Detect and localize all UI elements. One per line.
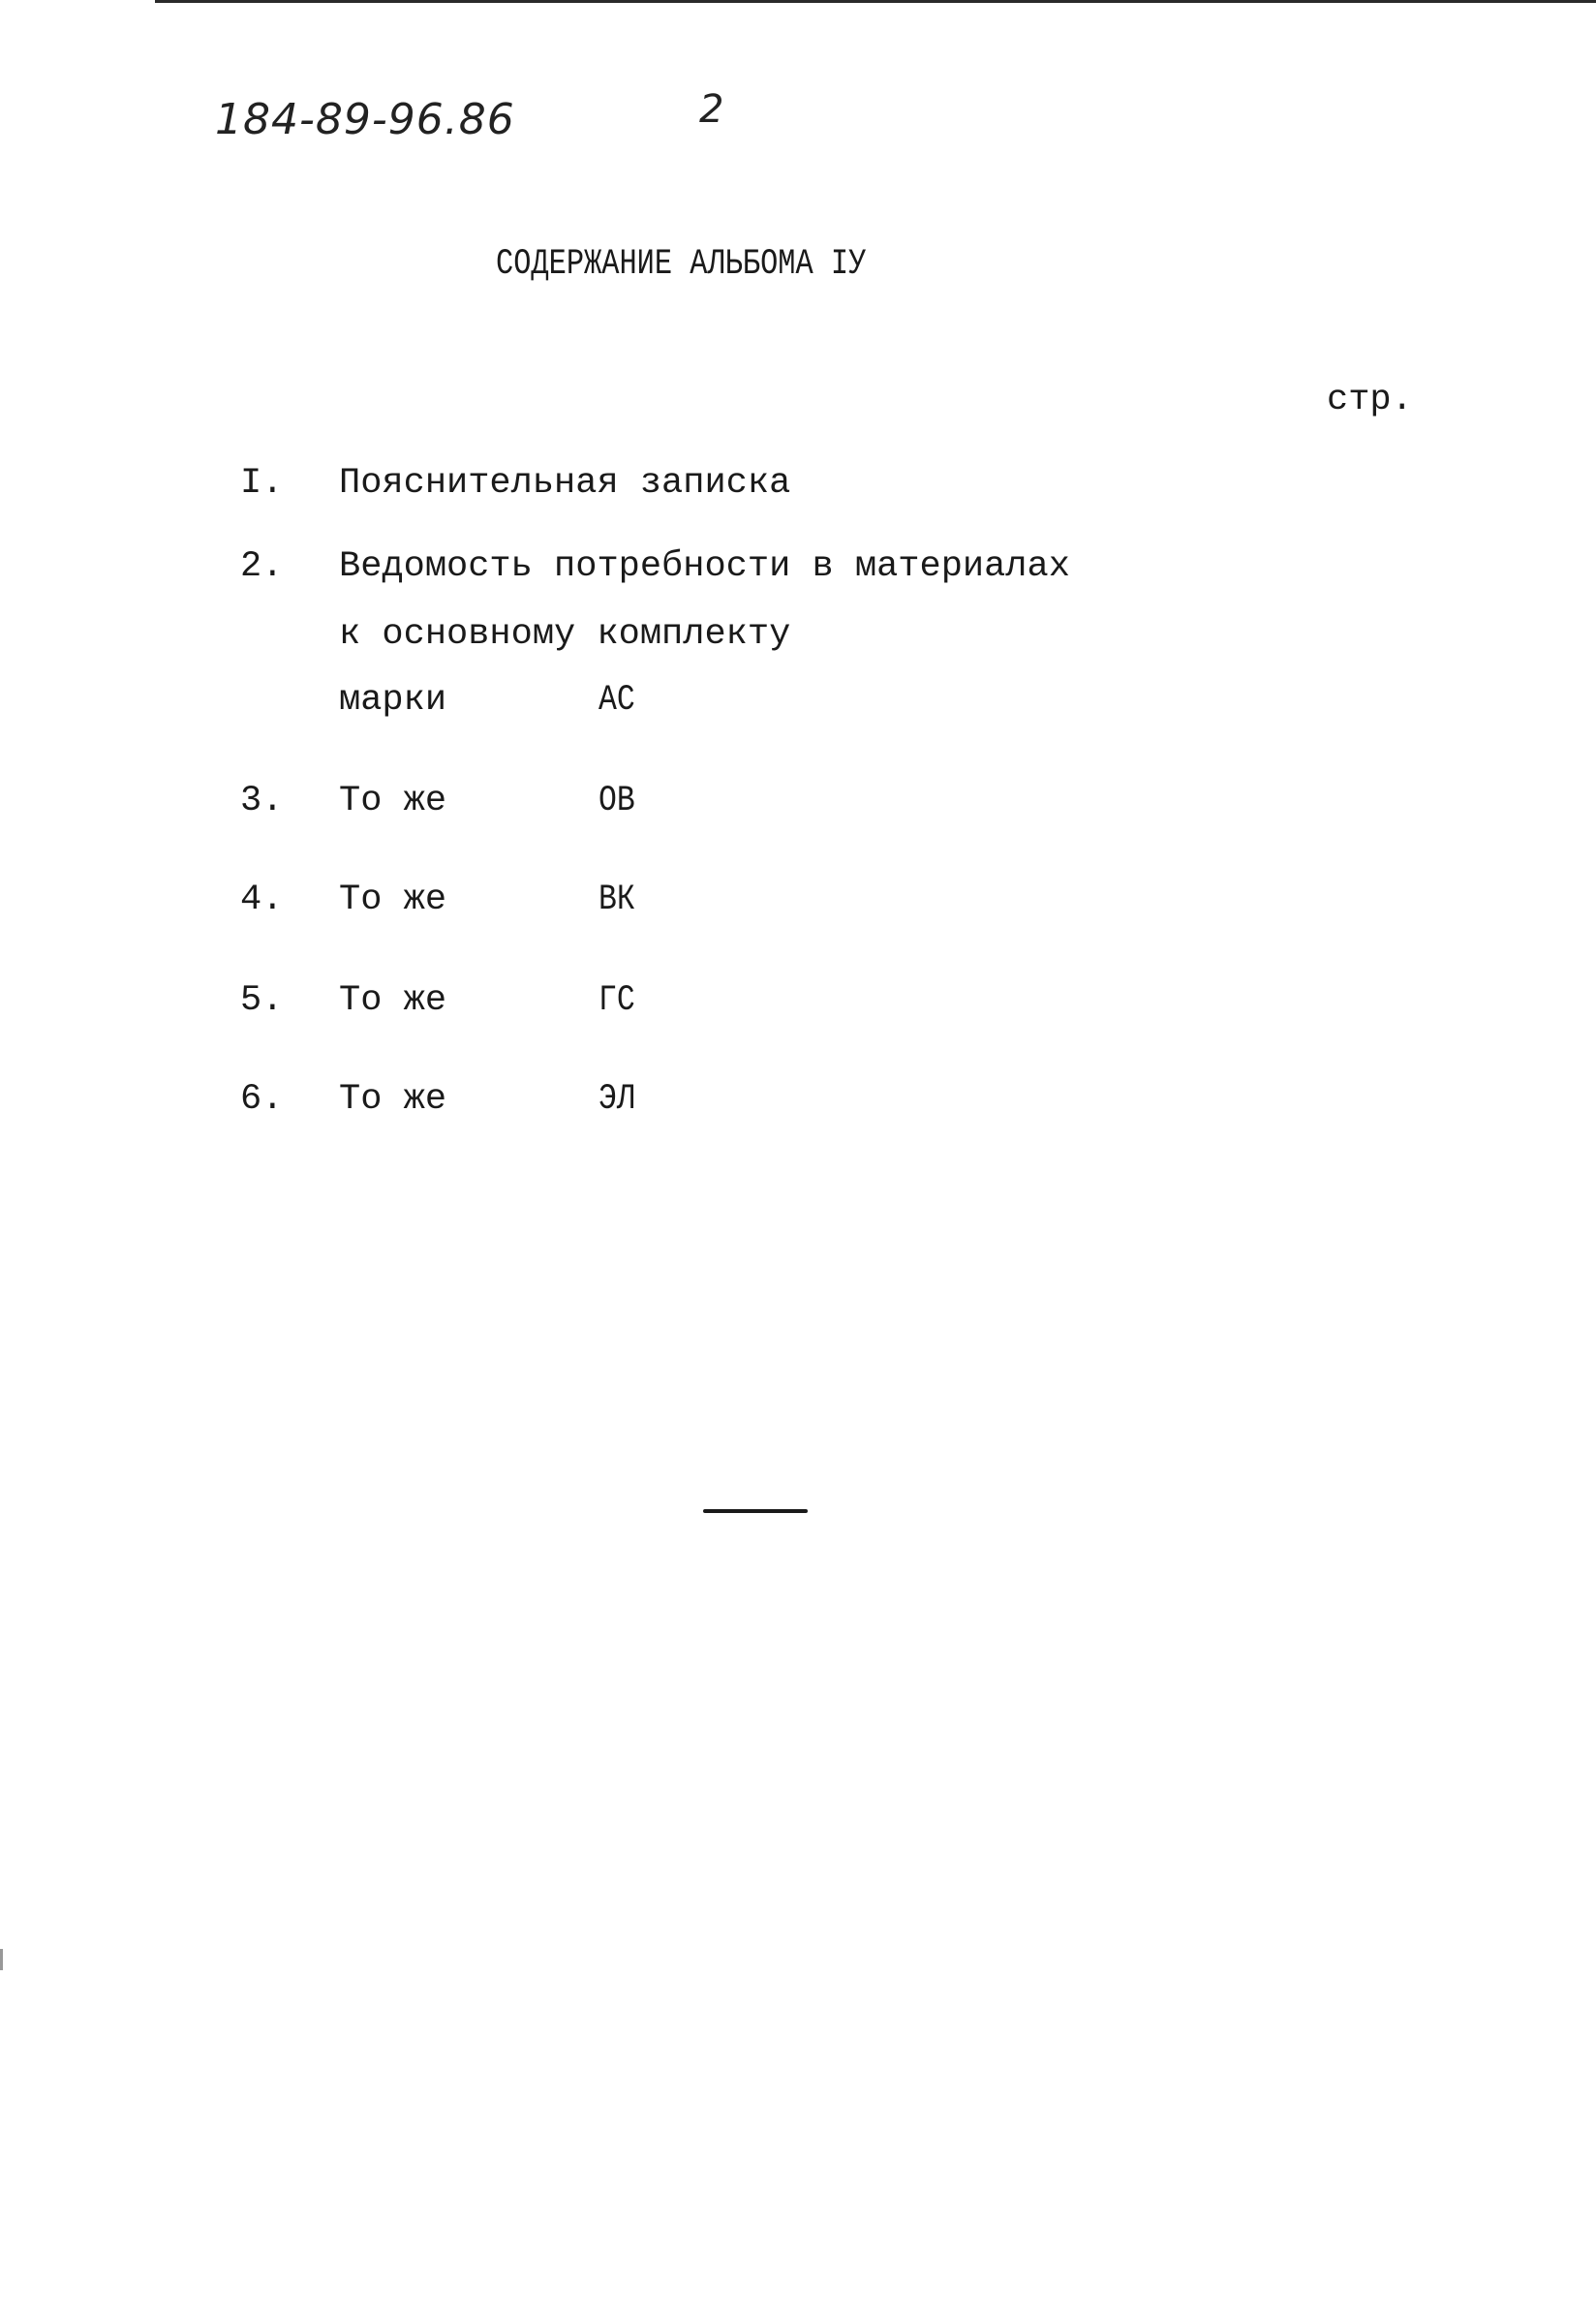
toc-item-text: к основному комплекту <box>339 614 791 655</box>
handwritten-doc-code: 184-89-96.86 <box>215 95 515 144</box>
toc-item-text: марки <box>339 680 447 721</box>
toc-item-mark: ВК <box>598 880 635 920</box>
scan-mark <box>0 1949 3 1970</box>
toc-item-number: I. <box>240 463 284 504</box>
toc-item-number: 5. <box>240 980 284 1021</box>
toc-item-mark: ОВ <box>598 781 635 821</box>
toc-item-number: 6. <box>240 1079 284 1120</box>
page-title: СОДЕРЖАНИЕ АЛЬБОМА IУ <box>496 244 867 285</box>
toc-item-mark: ЭЛ <box>598 1079 635 1120</box>
toc-item-mark: ГС <box>598 980 635 1021</box>
toc-item-mark: АС <box>598 680 635 721</box>
toc-item-text: Ведомость потребности в материалах <box>339 546 1070 587</box>
toc-item-text: То же <box>339 980 447 1021</box>
page-column-header: стр. <box>1327 380 1413 420</box>
toc-item-text: Пояснительная записка <box>339 463 791 504</box>
toc-item-text: То же <box>339 1079 447 1120</box>
toc-item-text: То же <box>339 781 447 821</box>
end-of-content-dash <box>703 1509 808 1513</box>
toc-item-number: 2. <box>240 546 284 587</box>
toc-item-text: То же <box>339 880 447 920</box>
toc-item-number: 4. <box>240 880 284 920</box>
toc-item-number: 3. <box>240 781 284 821</box>
page-number: 2 <box>699 87 724 132</box>
top-border-line <box>155 0 1596 3</box>
